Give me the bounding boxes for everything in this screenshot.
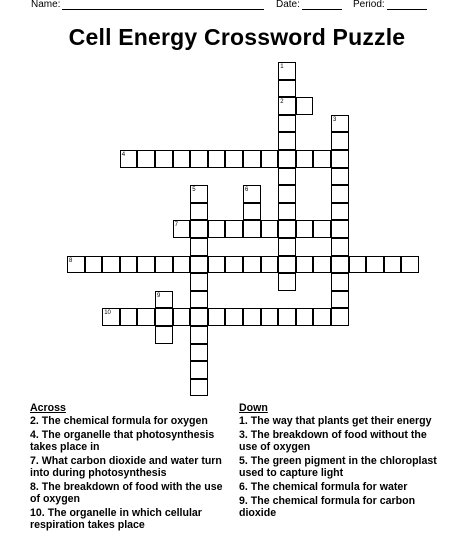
crossword-cell[interactable] bbox=[296, 308, 314, 326]
crossword-cell[interactable] bbox=[278, 203, 296, 221]
clue-number: 1 bbox=[280, 64, 284, 70]
crossword-cell[interactable] bbox=[190, 308, 208, 326]
clue-down-1: 1. The way that plants get their energy bbox=[239, 415, 432, 428]
crossword-cell[interactable] bbox=[331, 132, 349, 150]
across-heading: Across bbox=[30, 402, 66, 414]
crossword-cell[interactable] bbox=[278, 238, 296, 256]
down-clues bbox=[239, 402, 444, 521]
clue-number: 2 bbox=[280, 99, 284, 106]
crossword-cell[interactable] bbox=[331, 238, 349, 256]
crossword-cell[interactable] bbox=[278, 273, 296, 291]
crossword-cell[interactable] bbox=[173, 220, 191, 238]
crossword-cell[interactable] bbox=[155, 256, 173, 274]
crossword-cell[interactable] bbox=[313, 220, 331, 238]
crossword-cell[interactable] bbox=[243, 150, 261, 168]
crossword-cell[interactable] bbox=[278, 97, 296, 115]
crossword-cell[interactable] bbox=[155, 291, 173, 309]
crossword-cell[interactable] bbox=[190, 203, 208, 221]
crossword-cell[interactable] bbox=[331, 220, 349, 238]
clue-number: 3 bbox=[333, 116, 337, 123]
crossword-cell[interactable] bbox=[278, 62, 296, 80]
crossword-cell[interactable] bbox=[67, 256, 85, 274]
crossword-cell[interactable] bbox=[173, 150, 191, 168]
crossword-cell[interactable] bbox=[278, 168, 296, 186]
crossword-cell[interactable] bbox=[190, 150, 208, 168]
crossword-cell[interactable] bbox=[190, 344, 208, 362]
clue-number: 4 bbox=[121, 152, 126, 158]
crossword-cell[interactable] bbox=[243, 220, 261, 238]
crossword-cell[interactable] bbox=[225, 308, 243, 326]
clue-down-9: 9. The chemical formula for carbon dioxide bbox=[239, 494, 416, 519]
crossword-cell[interactable] bbox=[85, 256, 103, 274]
crossword-cell[interactable] bbox=[261, 256, 279, 274]
crossword-cell[interactable] bbox=[331, 185, 349, 203]
crossword-cell[interactable] bbox=[102, 308, 120, 326]
crossword-cell[interactable] bbox=[190, 326, 208, 344]
crossword-cell[interactable] bbox=[313, 308, 331, 326]
crossword-cell[interactable] bbox=[243, 308, 261, 326]
crossword-cell[interactable] bbox=[173, 308, 191, 326]
crossword-cell[interactable] bbox=[278, 308, 296, 326]
clue-number: 7 bbox=[174, 222, 178, 229]
name-label: Name: bbox=[31, 0, 61, 10]
crossword-cell[interactable] bbox=[296, 220, 314, 238]
clue-number: 6 bbox=[245, 187, 249, 194]
crossword-cell[interactable] bbox=[102, 256, 120, 274]
crossword-cell[interactable] bbox=[278, 220, 296, 238]
crossword-cell[interactable] bbox=[331, 168, 349, 186]
crossword-cell[interactable] bbox=[208, 308, 226, 326]
crossword-cell[interactable] bbox=[120, 256, 138, 274]
clue-number: 8 bbox=[69, 257, 73, 264]
crossword-cell[interactable] bbox=[190, 291, 208, 309]
clue-across-2: 2. The chemical formula for oxygen bbox=[30, 415, 208, 428]
page-title: Cell Energy Crossword Puzzle bbox=[68, 24, 406, 50]
crossword-cell[interactable] bbox=[296, 97, 314, 115]
crossword-cell[interactable] bbox=[243, 203, 261, 221]
clue-down-5: 5. The green pigment in the chloroplast used to capture light bbox=[239, 455, 437, 480]
crossword-cell[interactable] bbox=[296, 150, 314, 168]
clue-across-7: 7. What carbon dioxide and water turn into during photosynthesis bbox=[30, 455, 222, 480]
crossword-cell[interactable] bbox=[331, 273, 349, 291]
crossword-cell[interactable] bbox=[190, 256, 208, 274]
crossword-cell[interactable] bbox=[401, 256, 419, 274]
crossword-cell[interactable] bbox=[261, 308, 279, 326]
crossword-cell[interactable] bbox=[137, 150, 155, 168]
crossword-cell[interactable] bbox=[225, 220, 243, 238]
crossword-cell[interactable] bbox=[155, 150, 173, 168]
period-label: Period: bbox=[353, 0, 385, 10]
crossword-cell[interactable] bbox=[366, 256, 384, 274]
crossword-cell[interactable] bbox=[261, 220, 279, 238]
clue-down-3: 3. The breakdown of food without the use of oxygen bbox=[239, 429, 427, 454]
date-label: Date: bbox=[276, 0, 300, 10]
crossword-cell[interactable] bbox=[243, 185, 261, 203]
crossword-cell[interactable] bbox=[190, 273, 208, 291]
clue-across-4: 4. The organelle that photosynthesis takes place in bbox=[30, 429, 215, 454]
crossword-cell[interactable] bbox=[384, 256, 402, 274]
crossword-cell[interactable] bbox=[190, 220, 208, 238]
crossword-cell[interactable] bbox=[190, 361, 208, 379]
crossword-cell[interactable] bbox=[190, 379, 208, 397]
crossword-cell[interactable] bbox=[155, 308, 173, 326]
crossword-cell[interactable] bbox=[208, 150, 226, 168]
crossword-cell[interactable] bbox=[190, 185, 208, 203]
crossword-cell[interactable] bbox=[173, 256, 191, 274]
crossword-cell[interactable] bbox=[120, 308, 138, 326]
crossword-cell[interactable] bbox=[313, 256, 331, 274]
crossword-cell[interactable] bbox=[137, 256, 155, 274]
crossword-cell[interactable] bbox=[331, 115, 349, 133]
clue-down-6: 6. The chemical formula for water bbox=[239, 481, 408, 493]
crossword-cell[interactable] bbox=[137, 308, 155, 326]
crossword-cell[interactable] bbox=[225, 256, 243, 274]
crossword-cell[interactable] bbox=[278, 256, 296, 274]
crossword-cell[interactable] bbox=[225, 150, 243, 168]
across-clues bbox=[30, 402, 230, 533]
down-heading: Down bbox=[239, 402, 268, 414]
crossword-cell[interactable] bbox=[278, 185, 296, 203]
crossword-cell[interactable] bbox=[331, 256, 349, 274]
crossword-cell[interactable] bbox=[208, 256, 226, 274]
clue-across-8: 8. The breakdown of food with the use of oxygen bbox=[30, 481, 223, 506]
crossword-cell[interactable] bbox=[278, 132, 296, 150]
crossword-cell[interactable] bbox=[261, 150, 279, 168]
clue-number: 9 bbox=[157, 292, 161, 299]
crossword-cell[interactable] bbox=[313, 150, 331, 168]
crossword-cell[interactable] bbox=[243, 256, 261, 274]
clue-across-10: 10. The organelle in which cellular respiration takes place bbox=[30, 507, 202, 532]
crossword-cell[interactable] bbox=[331, 150, 349, 168]
clue-number: 10 bbox=[104, 310, 111, 317]
crossword-cell[interactable] bbox=[120, 150, 138, 168]
crossword-cell[interactable] bbox=[278, 80, 296, 98]
crossword-cell[interactable] bbox=[331, 308, 349, 326]
crossword-cell[interactable] bbox=[190, 238, 208, 256]
clue-number: 5 bbox=[192, 187, 196, 194]
crossword-cell[interactable] bbox=[278, 115, 296, 133]
crossword-cell[interactable] bbox=[331, 203, 349, 221]
crossword-cell[interactable] bbox=[208, 220, 226, 238]
crossword-cell[interactable] bbox=[331, 291, 349, 309]
crossword-cell[interactable] bbox=[296, 256, 314, 274]
crossword-cell[interactable] bbox=[278, 150, 296, 168]
crossword-cell[interactable] bbox=[349, 256, 367, 274]
crossword-cell[interactable] bbox=[155, 326, 173, 344]
